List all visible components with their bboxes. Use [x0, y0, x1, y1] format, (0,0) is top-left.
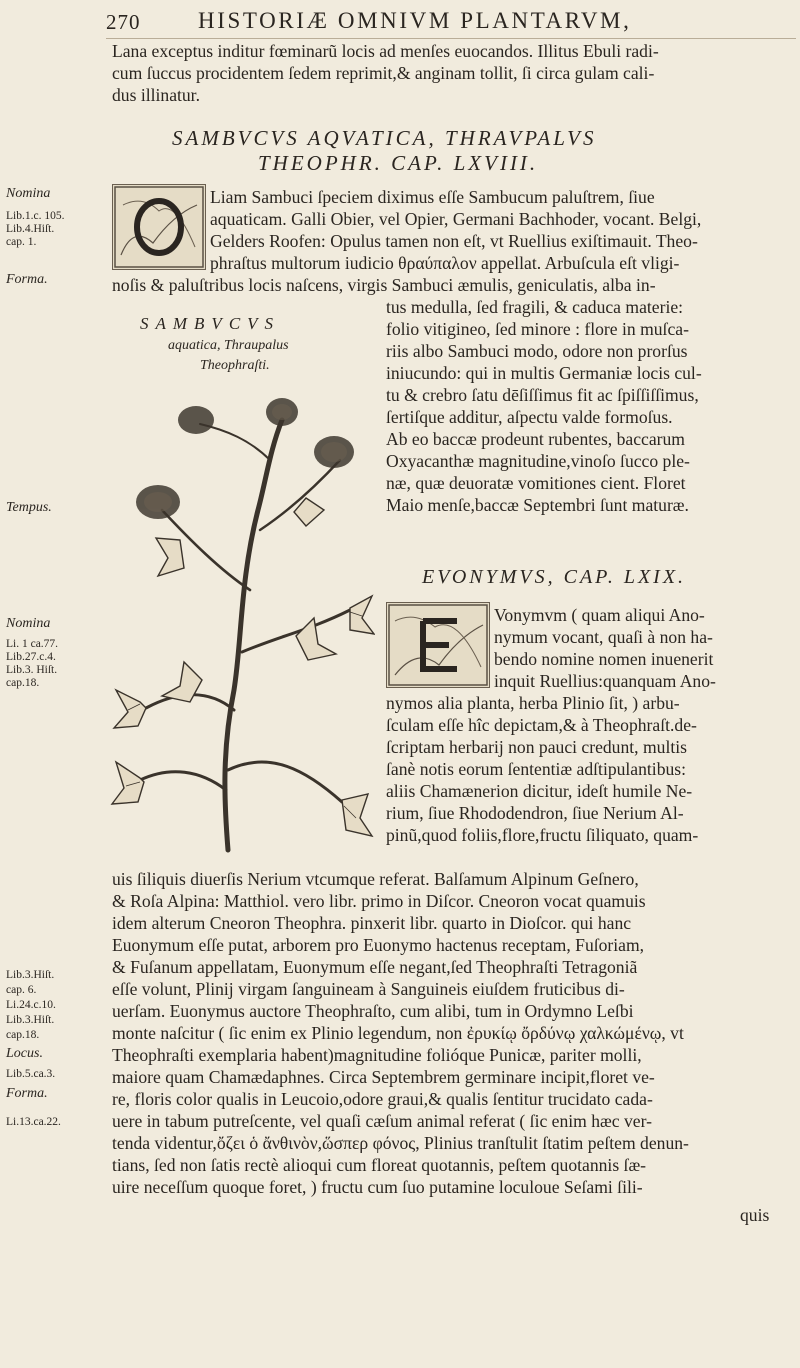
margin-reference: Lib.27.c.4. — [6, 651, 56, 663]
body-line: Vonymvm ( quam aliqui Ano- — [494, 605, 705, 625]
intro-line: Lana exceptus inditur fœminarũ locis ad menſes euocandos. Illitus Ebuli radi- — [112, 41, 659, 61]
body-line: næ, quæ deuoratæ vomitiones cient. Floret — [386, 473, 686, 493]
body-line: ſculam eſſe hîc depictam,& à Theophraſt.de- — [386, 715, 697, 735]
body-line: re, floris color qualis in Leucoio,odore graui,& qualis ſentitur trucidato cada- — [112, 1089, 653, 1109]
margin-reference: Lib.3. Hiſt. — [6, 664, 58, 676]
body-line: inquit Ruellius:quanquam Ano- — [494, 671, 716, 691]
margin-note-refs — [6, 968, 56, 1043]
body-line: rium, ſiue Rhododendron, ſiue Nerium Al- — [386, 803, 684, 823]
margin-reference: Lib.1.c. 105. — [6, 210, 65, 222]
body-line: Euonymum eſſe putat, arborem pro Euonymo hactenus receptam, Fuſoriam, — [112, 935, 645, 955]
margin-reference: Lib.3.Hiſt. — [6, 1014, 55, 1026]
body-line: tus medulla, ſed fragili, & caduca materie: — [386, 297, 684, 317]
intro-line: dus illinatur. — [112, 85, 200, 105]
margin-reference: Li. 1 ca.77. — [6, 638, 59, 650]
chapter-heading-68-line1: SAMBVCVS AQVATICA, THRAVPALVS — [172, 126, 597, 150]
running-head — [0, 6, 800, 40]
margin-reference: cap.18. — [6, 1029, 40, 1041]
body-line: noſis & paluſtribus locis naſcens, virgis Sambuci æmulis, geniculatis, alba in- — [112, 275, 656, 295]
body-line: Ab eo baccæ prodeunt rubentes, baccarum — [386, 429, 685, 449]
page-number: 270 — [106, 10, 141, 34]
body-line: tenda videntur,ὄζει ὁ ἄνθινὸν,ὥσπερ φόνος, Plinius tranſtulit ſtatim peſtem denun- — [112, 1133, 689, 1153]
margin-note-locus: Locus. — [6, 1046, 43, 1061]
chapter-heading-68-line2: THEOPHR. CAP. LXVIII. — [258, 151, 539, 175]
body-line: Gelders Roofen: Opulus tamen non eſt, vt Ruellius exiſtimauit. Theo- — [210, 231, 698, 251]
body-line: monte naſcitur ( ſic enim ex Plinio legendum, non ἐρυκίῳ ὄρδύνῳ χαλκώμένῳ, vt — [112, 1023, 684, 1043]
margin-heading: Nomina — [6, 616, 51, 631]
body-line: tu & crebro ſatu dēſiſſimus fit ac ſpiſſiſſimus, — [386, 385, 699, 405]
body-line: nymos alia planta, herba Plinio ſit, ) arbu- — [386, 693, 680, 713]
sambucus-aquatica-woodcut — [110, 390, 375, 860]
body-line: & Fuſanum appellatam, Euonymum eſſe negant,ſed Theophraſti Tetragoniã — [112, 957, 638, 977]
body-line: aliis Chamænerion dicitur, ideſt humile Ne- — [386, 781, 693, 801]
ornamental-initial-e — [386, 602, 490, 688]
body-line: maiore quam Chamædaphnes. Circa Septembrem germinare incipit,floret ve- — [112, 1067, 655, 1087]
body-line: Liam Sambuci ſpeciem diximus eſſe Sambucum paluſtrem, ſiue — [210, 187, 655, 207]
body-line: Theophraſti exemplaria habent)magnitudine folióque Punicæ, pariter molli, — [112, 1045, 642, 1065]
margin-reference: Lib.3.Hiſt. — [6, 969, 55, 981]
intro-line: cum ſuccus procidentem ſedem reprimit,& anginam tollit, ſi circa gulam cali- — [112, 63, 655, 83]
margin-note-ref: Li.13.ca.22. — [6, 1116, 61, 1128]
margin-reference: cap.18. — [6, 677, 40, 689]
body-line: folio vitigineo, ſed minore : flore in muſca- — [386, 319, 689, 339]
body-line: tians, ſed non ſatis rectè alioqui cum floreat quotannis, peſtem quotannis ſæ- — [112, 1155, 647, 1175]
body-line: iniucundo: qui in multis Germaniæ locis cul- — [386, 363, 702, 383]
illustration-caption-line: Theophraſti. — [200, 358, 270, 373]
margin-note-tempus: Tempus. — [6, 500, 52, 515]
margin-note-nomina — [6, 186, 64, 249]
body-line: aquaticam. Galli Obier, vel Opier, Germani Bachhoder, vocant. Belgi, — [210, 209, 702, 229]
body-line: uire neceſſum quoque foret, ) fructu cum ſuo putamine loculoue Seſami ſili- — [112, 1177, 643, 1197]
body-line: uere in tabum putreſcente, vel quaſi cæſum animal referat ( ſic enim hæc ver- — [112, 1111, 652, 1131]
margin-note-locus-ref: Lib.5.ca.3. — [6, 1068, 56, 1080]
body-line: nymum vocant, quaſi à non ha- — [494, 627, 713, 647]
margin-heading: Nomina — [6, 186, 51, 201]
body-line: riis albo Sambuci modo, odore non prorſus — [386, 341, 688, 361]
chapter-heading-69: EVONYMVS, CAP. LXIX. — [422, 566, 687, 588]
body-line: uerſam. Euonymus auctore Theophraſto, cum alibi, tum in Ordymno Leſbi — [112, 1001, 634, 1021]
body-line: uis ſiliquis diuerſis Nerium vtcumque referat. Balſamum Alpinum Geſnero, — [112, 869, 639, 889]
catchword: quis — [740, 1205, 770, 1225]
body-line: phraſtus multorum iudicio θραύπαλον appellat. Arbuſcula eſt vligi- — [210, 253, 680, 273]
margin-reference: cap. 1. — [6, 236, 37, 248]
illustration-caption-title: SAMBVCVS — [140, 314, 281, 333]
body-line: bendo nomine nomen inuenerit — [494, 649, 714, 669]
margin-note-nomina — [6, 616, 58, 690]
body-line: ſertiſque additur, aſpectu valde formoſus. — [386, 407, 673, 427]
running-title: HISTORIÆ OMNIVM PLANTARVM, — [198, 8, 632, 33]
body-line: Oxyacanthæ magnitudine,vinoſo ſucco ple- — [386, 451, 690, 471]
body-line: Maio menſe,baccæ Septembri ſunt maturæ. — [386, 495, 689, 515]
margin-note-forma: Forma. — [6, 272, 48, 287]
margin-reference: Lib.4.Hiſt. — [6, 223, 55, 235]
body-line: idem alterum Cneoron Theophra. pinxerit libr. quarto in Dioſcor. qui hanc — [112, 913, 632, 933]
illustration-caption-line: aquatica, Thraupalus — [168, 338, 289, 353]
head-rule — [106, 38, 796, 39]
body-line: pinũ,quod foliis,flore,fructu ſiliquato, quam- — [386, 825, 699, 845]
ornamental-initial-o — [112, 184, 206, 270]
body-line: ſcriptam herbarij non pauci credunt, multis — [386, 737, 687, 757]
margin-note-forma: Forma. — [6, 1086, 48, 1101]
margin-reference: Li.24.c.10. — [6, 999, 56, 1011]
margin-reference: cap. 6. — [6, 984, 37, 996]
body-line: & Roſa Alpina: Matthiol. vero libr. primo in Diſcor. Cneoron vocat quamuis — [112, 891, 646, 911]
body-line: eſſe volunt, Plinij virgam ſanguineam à Sanguineis eiuſdem fruticibus di- — [112, 979, 625, 999]
body-line: ſanè notis eorum ſententiæ adſtipulantibus: — [386, 759, 687, 779]
